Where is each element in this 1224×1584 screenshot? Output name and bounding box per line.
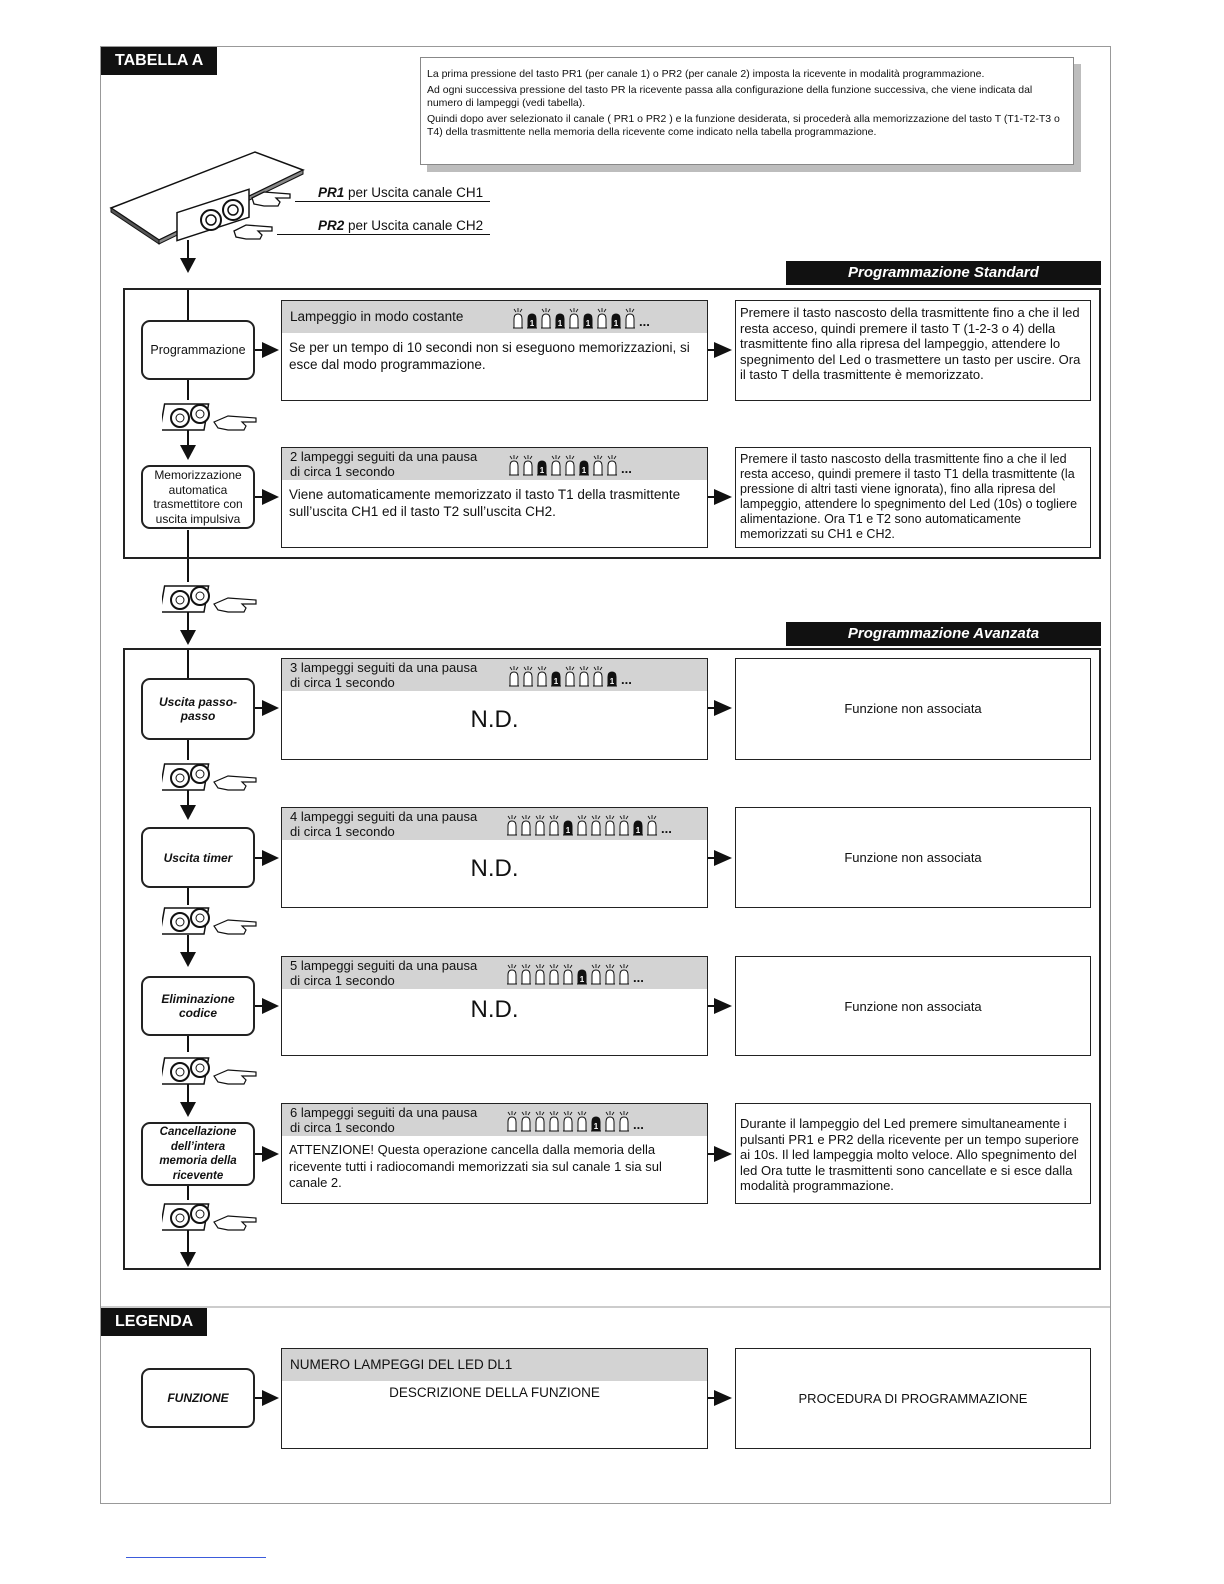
function-description: N.D. <box>470 855 519 882</box>
led-off-icon <box>604 1110 616 1132</box>
led-header <box>282 301 707 333</box>
legend-led-label: NUMERO LAMPEGGI DEL LED DL1 <box>282 1349 707 1381</box>
led-on-icon <box>550 665 562 687</box>
svg-text:1: 1 <box>609 677 615 686</box>
procedure-eliminazione-codice: Funzione non associata <box>735 956 1091 1056</box>
led-off-icon <box>576 814 588 836</box>
procedure-uscita-timer: Funzione non associata <box>735 807 1091 908</box>
led-on-icon <box>562 814 574 836</box>
led-on-icon <box>632 814 644 836</box>
svg-text:1: 1 <box>553 677 559 686</box>
advanced-header: Programmazione Avanzata <box>786 622 1101 646</box>
led-off-icon <box>512 307 524 329</box>
pr1-text: per Uscita canale CH1 <box>348 185 484 200</box>
desc-uscita-timer <box>281 807 708 908</box>
led-header <box>282 957 707 989</box>
continuation-ellipsis: ... <box>639 314 650 329</box>
svg-text:1: 1 <box>557 319 563 328</box>
led-off-icon <box>562 963 574 985</box>
led-off-icon <box>618 1110 630 1132</box>
led-off-icon <box>506 814 518 836</box>
desc-cancellazione-memoria <box>281 1103 708 1204</box>
led-off-icon <box>534 1110 546 1132</box>
led-sequence <box>508 450 632 476</box>
led-on-icon <box>578 454 590 476</box>
led-on-icon <box>610 307 622 329</box>
led-header <box>282 659 707 691</box>
led-off-icon <box>548 1110 560 1132</box>
led-on-icon <box>536 454 548 476</box>
continuation-ellipsis: ... <box>621 672 632 687</box>
function-uscita-passo-passo: Uscita passo-passo <box>141 678 255 740</box>
led-label: Lampeggio in modo costante <box>290 309 464 324</box>
info-line-1: La prima pressione del tasto PR1 (per canale 1) o PR2 (per canale 2) imposta la ricevente in modalità programmazione. <box>427 68 985 80</box>
led-off-icon <box>624 307 636 329</box>
led-off-icon <box>534 814 546 836</box>
function-description: N.D. <box>470 706 519 733</box>
press-button-icon <box>162 578 262 620</box>
continuation-ellipsis: ... <box>633 1117 644 1132</box>
led-off-icon <box>550 454 562 476</box>
standard-header: Programmazione Standard <box>786 261 1101 285</box>
led-sequence <box>506 1106 644 1132</box>
led-off-icon <box>540 307 552 329</box>
led-label-line-2: di circa 1 secondo <box>290 675 395 690</box>
led-off-icon <box>522 454 534 476</box>
function-description: N.D. <box>470 996 519 1023</box>
desc-eliminazione-codice <box>281 956 708 1056</box>
svg-text:1: 1 <box>593 1122 599 1131</box>
led-off-icon <box>520 1110 532 1132</box>
led-off-icon <box>576 1110 588 1132</box>
function-description: ATTENZIONE! Questa operazione cancella dalla memoria della ricevente tutti i radiocomandi memorizzati sia sul canale 1 sia sul canale 2. <box>289 1142 662 1190</box>
function-description: Viene automaticamente memorizzato il tasto T1 della trasmittente sull’uscita CH1 ed il tasto T2 sull’uscita CH2. <box>289 487 681 519</box>
led-on-icon <box>526 307 538 329</box>
legend-procedure: PROCEDURA DI PROGRAMMAZIONE <box>735 1348 1091 1449</box>
led-off-icon <box>568 307 580 329</box>
led-header <box>282 808 707 840</box>
led-off-icon <box>508 665 520 687</box>
led-label-line-1: 5 lampeggi seguiti da una pausa <box>290 958 478 973</box>
led-off-icon <box>618 963 630 985</box>
legend-title: LEGENDA <box>101 1308 207 1336</box>
table-title: TABELLA A <box>101 47 217 75</box>
led-on-icon <box>590 1110 602 1132</box>
led-off-icon <box>520 814 532 836</box>
led-label-line-1: 3 lampeggi seguiti da una pausa <box>290 660 478 675</box>
led-off-icon <box>548 963 560 985</box>
led-label-line-1: 6 lampeggi seguiti da una pausa <box>290 1105 478 1120</box>
svg-text:1: 1 <box>529 319 535 328</box>
function-cancellazione-memoria: Cancellazione dell’intera memoria della ricevente <box>141 1122 255 1186</box>
led-off-icon <box>618 814 630 836</box>
led-off-icon <box>592 454 604 476</box>
svg-text:1: 1 <box>635 826 641 835</box>
svg-text:1: 1 <box>565 826 571 835</box>
led-off-icon <box>590 963 602 985</box>
function-uscita-timer: Uscita timer <box>141 827 255 888</box>
led-label-line-1: 2 lampeggi seguiti da una pausa <box>290 449 478 464</box>
legend-description: DESCRIZIONE DELLA FUNZIONE <box>389 1385 600 1400</box>
led-on-icon <box>606 665 618 687</box>
info-line-3: Quindi dopo aver selezionato il canale ( PR1 o PR2 ) e la funzione desiderata, si procederà alla memorizzazione del tasto T (T1-T2-T3 o T4) della trasmittente nella memoria della ricevente come indicato nella tabella programmazione. <box>427 113 1060 138</box>
led-off-icon <box>646 814 658 836</box>
led-off-icon <box>592 665 604 687</box>
led-label-line-2: di circa 1 secondo <box>290 824 395 839</box>
led-sequence <box>506 810 672 836</box>
pr2-code: PR2 <box>318 218 345 233</box>
svg-text:1: 1 <box>539 466 545 475</box>
legend-function: FUNZIONE <box>141 1368 255 1428</box>
svg-text:1: 1 <box>579 975 585 984</box>
led-off-icon <box>506 1110 518 1132</box>
pr1-code: PR1 <box>318 185 345 200</box>
led-off-icon <box>606 454 618 476</box>
procedure-cancellazione-memoria: Durante il lampeggio del Led premere simultaneamente i pulsanti PR1 e PR2 della ricevente per un tempo superiore ai 10s. Il led lampeggia molto veloce. Allo spegnimento del led Ora tutte le trasmittenti sono cancellate e si esce dalla modalità programmazione. <box>735 1103 1091 1204</box>
led-label-line-2: di circa 1 secondo <box>290 973 395 988</box>
led-off-icon <box>578 665 590 687</box>
function-memorizzazione-automatica: Memorizzazione automatica trasmettitore con uscita impulsiva <box>141 465 255 529</box>
procedure-programmazione: Premere il tasto nascosto della trasmittente fino a che il led resta acceso, quindi premere il tasto T (1-2-3 o 4) della trasmittente fino alla ripresa del lampeggio, attendere lo spegnimento del Led o trasmettere un tasto per uscire. Ora il tasto T della trasmittente è memorizzato. <box>735 300 1091 401</box>
procedure-memorizzazione-automatica: Premere il tasto nascosto della trasmittente fino a che il led resta acceso, quindi premere il tasto T1 della trasmittente (la pressione di altri tasti viene ignorata), fino alla ripresa del lampeggio, attendere lo spegnimento del Led (10s) o togliere alimentazione. Ora T1 e T2 sono automaticamente memorizzati su CH1 e CH2. <box>735 447 1091 548</box>
function-description: Se per un tempo di 10 secondi non si eseguono memorizzazioni, si esce dal modo programmazione. <box>289 340 690 372</box>
led-off-icon <box>536 665 548 687</box>
led-off-icon <box>506 963 518 985</box>
led-sequence <box>506 959 644 985</box>
led-off-icon <box>508 454 520 476</box>
legend-desc <box>281 1348 708 1449</box>
led-on-icon <box>554 307 566 329</box>
led-off-icon <box>548 814 560 836</box>
function-eliminazione-codice: Eliminazione codice <box>141 976 255 1036</box>
led-sequence <box>508 661 632 687</box>
led-off-icon <box>590 814 602 836</box>
led-off-icon <box>520 963 532 985</box>
led-on-icon <box>582 307 594 329</box>
led-header <box>282 1104 707 1136</box>
svg-text:1: 1 <box>613 319 619 328</box>
led-off-icon <box>604 963 616 985</box>
led-label-line-2: di circa 1 secondo <box>290 1120 395 1135</box>
info-line-2: Ad ogni successiva pressione del tasto PR la ricevente passa alla configurazione della funzione successiva, che viene indicata dal numero di lampeggi (vedi tabella). <box>427 84 1033 109</box>
led-off-icon <box>562 1110 574 1132</box>
desc-uscita-passo-passo <box>281 658 708 760</box>
led-on-icon <box>576 963 588 985</box>
led-off-icon <box>564 665 576 687</box>
led-off-icon <box>604 814 616 836</box>
led-off-icon <box>596 307 608 329</box>
continuation-ellipsis: ... <box>633 970 644 985</box>
procedure-uscita-passo-passo: Funzione non associata <box>735 658 1091 760</box>
function-programmazione: Programmazione <box>141 320 255 380</box>
led-label-line-1: 4 lampeggi seguiti da una pausa <box>290 809 478 824</box>
led-off-icon <box>522 665 534 687</box>
footer-rule <box>126 1557 266 1558</box>
svg-text:1: 1 <box>581 466 587 475</box>
continuation-ellipsis: ... <box>621 461 632 476</box>
svg-text:1: 1 <box>585 319 591 328</box>
led-sequence <box>512 303 650 329</box>
continuation-ellipsis: ... <box>661 821 672 836</box>
pr2-text: per Uscita canale CH2 <box>348 218 484 233</box>
led-header <box>282 448 707 480</box>
led-off-icon <box>534 963 546 985</box>
led-off-icon <box>564 454 576 476</box>
desc-programmazione <box>281 300 708 401</box>
desc-memorizzazione-automatica <box>281 447 708 548</box>
led-label-line-2: di circa 1 secondo <box>290 464 395 479</box>
